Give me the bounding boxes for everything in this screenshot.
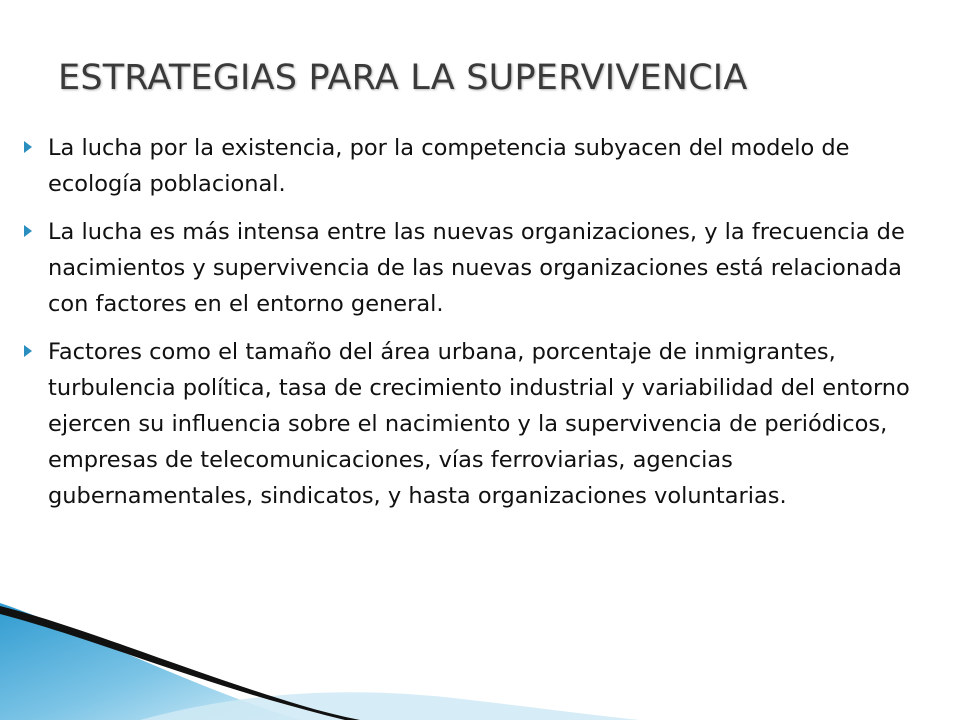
bullet-text: La lucha es más intensa entre las nuevas organizaciones, y la frecuencia de nacimientos y supervivencia de las nuevas organizaciones está relacionada con factores en el entorno general. — [48, 219, 905, 317]
wave-dark-stroke — [0, 606, 360, 720]
triangle-bullet-icon — [24, 141, 32, 153]
bullet-text: La lucha por la existencia, por la competencia subyacen del modelo de ecología poblacional. — [48, 135, 850, 197]
wave-light-band — [140, 692, 640, 720]
bullet-item — [24, 214, 944, 322]
wave-blue-band — [0, 603, 300, 720]
bullet-list — [24, 130, 944, 526]
triangle-bullet-icon — [24, 345, 32, 357]
bullet-item — [24, 130, 944, 202]
slide-title: ESTRATEGIAS PARA LA SUPERVIVENCIA — [58, 58, 748, 98]
triangle-bullet-icon — [24, 225, 32, 237]
bullet-text: Factores como el tamaño del área urbana, porcentaje de inmigrantes, turbulencia política, tasa de crecimiento industrial y variabilidad del entorno ejercen su influencia sobre el nacimiento y la supervivencia de periódicos, empresas de telecomunicaciones, vías ferroviarias, agencias gubernamentales, sindicatos, y hasta organizaciones voluntarias. — [48, 339, 910, 509]
bullet-item — [24, 334, 944, 514]
